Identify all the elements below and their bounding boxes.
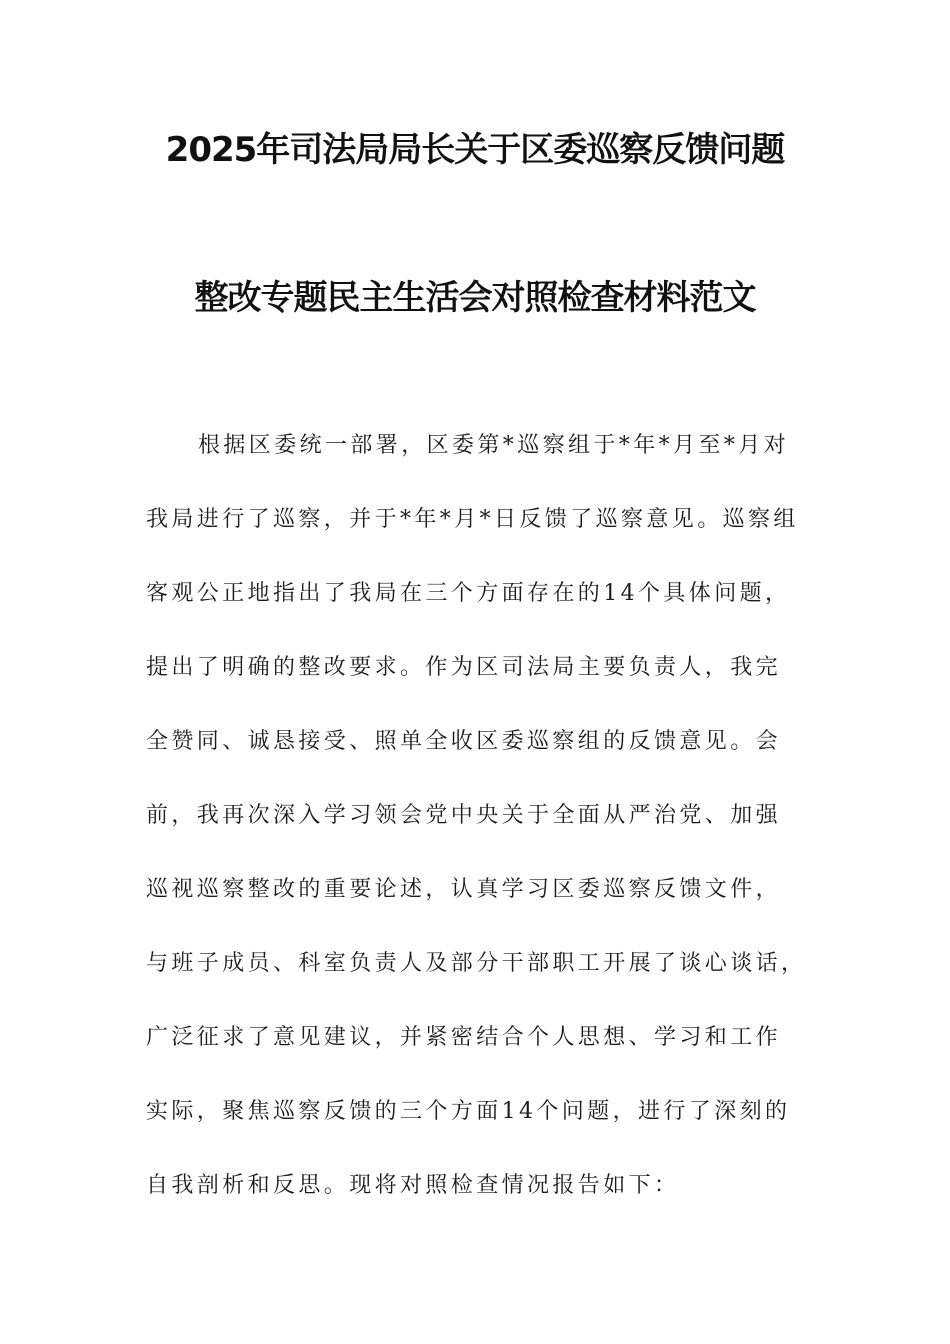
- body-text-line: 提出了明确的整改要求。作为区司法局主要负责人，我完: [146, 655, 782, 680]
- body-text-line: 巡视巡察整改的重要论述，认真学习区委巡察反馈文件，: [146, 877, 782, 902]
- body-text-line: 客观公正地指出了我局在三个方面存在的14个具体问题，: [146, 581, 791, 606]
- body-text-line: 全赞同、诚恳接受、照单全收区委巡察组的反馈意见。会: [146, 729, 782, 754]
- body-text-line: 根据区委统一部署，区委第*巡察组于*年*月至*月对: [198, 433, 790, 458]
- body-text-line: 我局进行了巡察，并于*年*月*日反馈了巡察意见。巡察组: [146, 507, 799, 532]
- document-title-line-1: 2025年司法局局长关于区委巡察反馈问题: [165, 130, 785, 170]
- body-text-line: 广泛征求了意见建议，并紧密结合个人思想、学习和工作: [146, 1025, 782, 1050]
- body-text-line: 自我剖析和反思。现将对照检查情况报告如下：: [146, 1173, 680, 1198]
- body-text-line: 与班子成员、科室负责人及部分干部职工开展了谈心谈话，: [146, 951, 807, 976]
- body-text-line: 实际，聚焦巡察反馈的三个方面14个问题，进行了深刻的: [146, 1099, 791, 1124]
- body-text-line: 前，我再次深入学习领会党中央关于全面从严治党、加强: [146, 803, 782, 828]
- document-title-line-2: 整改专题民主生活会对照检查材料范文: [194, 278, 756, 318]
